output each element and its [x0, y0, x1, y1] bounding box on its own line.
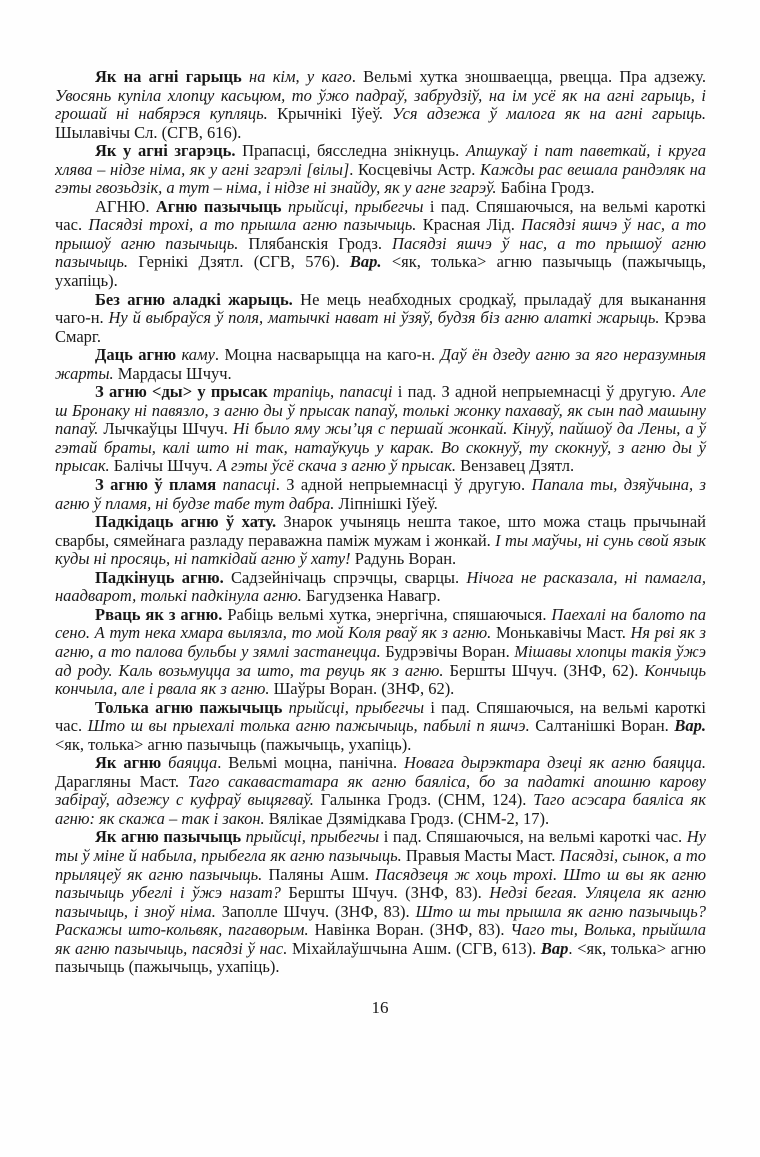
text-run: Будрэвічы Воран. — [385, 641, 515, 661]
text-run: . Вельмі моцна, панічна. — [217, 753, 405, 773]
dictionary-entry — [55, 569, 706, 606]
text-run: Красная Лід. — [422, 215, 522, 235]
text-run: трапіць, папасці — [272, 382, 398, 402]
text-run: АГНЮ. — [95, 196, 156, 216]
text-run: Як на агні гарыць — [95, 67, 250, 86]
text-run: <як, толька> агню пазычыць (пажычыць, ухапіць). — [55, 252, 706, 291]
text-run: Кажды рас вешала рандэляк на гэты гвозьдзік, а тут – німа, і нідзе ні знайду, як у агне згарэў. — [55, 159, 707, 198]
text-run: З агню ў пламя — [95, 475, 223, 495]
text-run: . З адной непрыемнасці ў другую. — [275, 475, 532, 495]
text-run: Пасядзі трохі, а то прышла агню пазычыць. — [88, 215, 423, 235]
text-run: Як у агні згарэць. — [95, 141, 243, 161]
text-run: Ні было яму жы’ця с першай жонкай. Кінуў, пайшоў да Лены, а ў гэтай браты, калі што ні так, натаўкуць у карак. Во скокнуў, ту скокнуў, з агню ды ў прысак. — [55, 419, 706, 476]
text-run: Толька агню пажычыць — [95, 697, 289, 717]
text-run: Монькавічы Маст. — [496, 623, 631, 643]
text-run: Галынка Гродз. (СНМ, 124). — [320, 790, 534, 810]
text-run: Прапасці, бясследна знікнуць. — [242, 141, 466, 161]
text-run: Крычнікі Іўеў. — [277, 104, 393, 124]
text-run: Агню пазычыць — [155, 196, 288, 216]
text-run: Паехалі на балото па сено. А тут нека хмара вылязла, то мой Коля рваў як з агню. — [55, 604, 706, 643]
text-run: на кім, у каго — [249, 67, 352, 86]
text-run: Рабіць вельмі хутка, энергічна, спяшаючыся. — [227, 604, 552, 624]
text-run: Садзейнічаць спрэчцы, сварцы. — [230, 567, 467, 587]
text-run: Не мець неабходных сродкаў, прыладаў для выканання чаго-н. — [55, 289, 706, 328]
text-run: Таго сакавастатара як агню баяліса, бо за падаткі апошню карову забіраў, адзежу с куфраў выцягваў. — [55, 771, 706, 810]
text-run: Кончыць кончыла, але і рвала як з агню. — [55, 660, 706, 699]
entries-container — [55, 68, 706, 977]
dictionary-entry — [55, 291, 706, 347]
text-run: Шаўры Воран. (ЗНФ, 62). — [273, 679, 455, 699]
text-run: Недзі бегая. Уляцела як агню пазычыць, і зноў німа. — [55, 883, 707, 921]
dictionary-entry — [55, 513, 706, 569]
text-run: Што ш ты прышла як агню пазычыць? Раскажы што-кольвяк, пагаворым. — [55, 901, 706, 940]
text-run: Пасядзі яшчэ ў нас, а то прышоў агню пазычыць. — [55, 215, 706, 253]
text-run: Даць агню — [95, 345, 182, 365]
text-run: Мішавы хлопцы такія ўжэ ад роду. Каль возьмуцца за што, та рвуць як з агню. — [55, 641, 706, 680]
dictionary-entry — [55, 699, 706, 755]
dictionary-entry — [55, 198, 706, 291]
dictionary-entry — [55, 754, 706, 828]
text-run: і пад. Спяшаючыся, на вельмі кароткі час. — [55, 697, 706, 736]
text-run: Апшукаў і пат паветкай, і круга хлява – нідзе німа, як у агні згарэлі [вілы] — [55, 141, 707, 179]
text-run: Таго асэсара баяліса як агню: як скажа – так і закон. — [55, 790, 706, 828]
text-run: Без агню аладкі жарыць. — [95, 289, 301, 309]
text-run: Заполле Шчуч. (ЗНФ, 83). — [221, 901, 416, 921]
text-run: Увосянь купіла хлопцу касьцюм, то ўжо падраў, забрудзіў, на ім усё як на агні гарыць, і грошай ні набярэся купляць. — [55, 85, 706, 124]
text-run: Шылавічы Сл. (СГВ, 616). — [55, 122, 242, 142]
text-run: Вар. — [674, 716, 706, 736]
text-run: папасці — [222, 475, 276, 495]
text-run: . Косцевічы Астр. — [349, 159, 481, 179]
dictionary-entry — [55, 828, 706, 976]
text-run: прыйсці, прыбегчы — [245, 827, 384, 847]
dictionary-entry — [55, 606, 706, 699]
text-run: прыйсці, прыбегчы — [288, 697, 431, 717]
text-run: Навінка Воран. (ЗНФ, 83). — [314, 920, 511, 940]
text-run: . Моцна насварыцца на каго-н. — [214, 345, 441, 365]
text-run: Вялікае Дзямідкава Гродз. (СНМ-2, 17). — [268, 808, 550, 828]
page-number: 16 — [371, 998, 389, 1017]
text-run: Крэва Смарг. — [55, 308, 706, 346]
text-run: . Вельмі хутка зношваецца, рвецца. Пра адзежу. — [351, 67, 706, 86]
text-run: Знарок учыняць нешта такое, што можа стаць прычынай сварбы, сямейнага разладу пераважна паміж мужам і жонкай. — [55, 512, 706, 550]
text-run: Як агню — [95, 753, 169, 773]
dictionary-entry — [55, 142, 706, 198]
text-run: Радунь Воран. — [354, 549, 457, 569]
text-run: Багудзенка Навагр. — [306, 586, 441, 606]
text-run: Пасядзі яшчэ ў нас, а то прышоў агню пазычыць. — [55, 233, 706, 272]
text-run: Бабіна Гродз. — [500, 178, 595, 198]
text-run: Салтанішкі Воран. — [535, 716, 675, 736]
text-run: Паляны Ашм. — [268, 864, 376, 884]
text-run: Рваць як з агню. — [95, 604, 228, 624]
text-run: Дарагляны Маст. — [55, 771, 188, 791]
text-run: Як агню пазычыць — [95, 827, 246, 847]
text-run: Уся адзежа ў малога як на агні гарыць. — [392, 104, 706, 124]
dictionary-entry — [55, 383, 706, 476]
text-run: Пасядзі, сынок, а то прыляцеў як агню пазычыць. — [55, 845, 706, 884]
text-run: Бершты Шчуч. (ЗНФ, 83). — [288, 883, 490, 903]
text-run: Міхайлаўшчына Ашм. (СГВ, 613). — [292, 938, 541, 958]
dictionary-entry — [55, 68, 706, 142]
text-run: Даў ён дзеду агню за яго неразумныя жарты. — [55, 345, 706, 383]
text-run: Мардасы Шчуч. — [117, 363, 232, 383]
text-run: каму — [181, 345, 215, 365]
text-run: Бершты Шчуч. (ЗНФ, 62). — [449, 660, 645, 680]
text-run: і пад. З адной непрыемнасці ў другую. — [397, 382, 681, 402]
dictionary-entry — [55, 346, 706, 383]
text-run: А гэты ўсё скача з агню ў прысак. — [216, 456, 461, 476]
text-run: <як, толька> агню пазычыць (пажычыць, ухапіць). — [55, 734, 412, 754]
text-run: Ну й выбраўся ў поля, матычкі нават ні ўзяў, будзя біз агню алаткі жарыць. — [108, 308, 665, 328]
text-run: Новага дырэктара дзеці як агню баяцца. — [404, 753, 707, 773]
text-run: Папала ты, дзяўчына, з агню ў пламя, ні будзе табе тут дабра. — [55, 475, 706, 513]
text-run: прыйсці, прыбегчы — [287, 196, 430, 216]
text-run: Падкінуць агню. — [95, 567, 231, 587]
text-run: Вензавец Дзятл. — [460, 456, 575, 476]
text-run: З агню <ды> у прысак — [95, 382, 273, 402]
text-run: Плябанскія Гродз. — [248, 233, 393, 253]
text-run: Чаго ты, Волька, прыйшла як агню пазычыць, пасядзі ў нас. — [55, 920, 706, 958]
dictionary-entry — [55, 476, 706, 513]
text-run: Ліпнішкі Іўеў. — [338, 493, 438, 513]
text-run: Пасядзеця ж хоць трохі. Што ш вы як агню пазычыць убеглі і ўжэ назат? — [55, 864, 706, 903]
text-run: і пад. Спяшаючыся, на вельмі кароткі час. — [383, 827, 687, 847]
text-run: і пад. Спяшаючыся, на вельмі кароткі час. — [55, 196, 706, 235]
text-run: Ня рві як з агню, а то палова бульбы у зямлі застанецца. — [55, 623, 706, 661]
text-run: баяцца — [168, 753, 218, 773]
text-run: Гернікі Дзятл. (СГВ, 576). — [138, 252, 350, 272]
text-run: Балічы Шчуч. — [113, 456, 217, 476]
text-run: Вар. — [349, 252, 382, 272]
text-run: Вар — [540, 938, 569, 958]
text-run: Нічога не расказала, ні памагла, наадварот, толькі падкінула агню. — [55, 567, 706, 606]
text-run: Лычкаўцы Шчуч. — [103, 419, 233, 439]
text-run: Што ш вы прыехалі толька агню пажычыць, пабылі п яшчэ. — [87, 716, 536, 736]
text-run: І ты маўчы, ні сунь свой язык куды ні просяць, ні паткідай агню ў хату! — [55, 530, 706, 569]
text-run: Правыя Масты Маст. — [405, 845, 560, 865]
text-run: Ну ты ў міне й набыла, прыбегла як агню пазычыць. — [55, 827, 706, 865]
text-run: Падкідаць агню ў хату. — [95, 512, 284, 532]
text-run: . <як, толька> агню пазычыць (пажычыць, ухапіць). — [55, 938, 707, 977]
text-run: Але ш Бронаку ні павязло, з агню ды ў прысак папаў, толькі жонку пахаваў, як сын пад машыну папаў. — [55, 382, 707, 439]
